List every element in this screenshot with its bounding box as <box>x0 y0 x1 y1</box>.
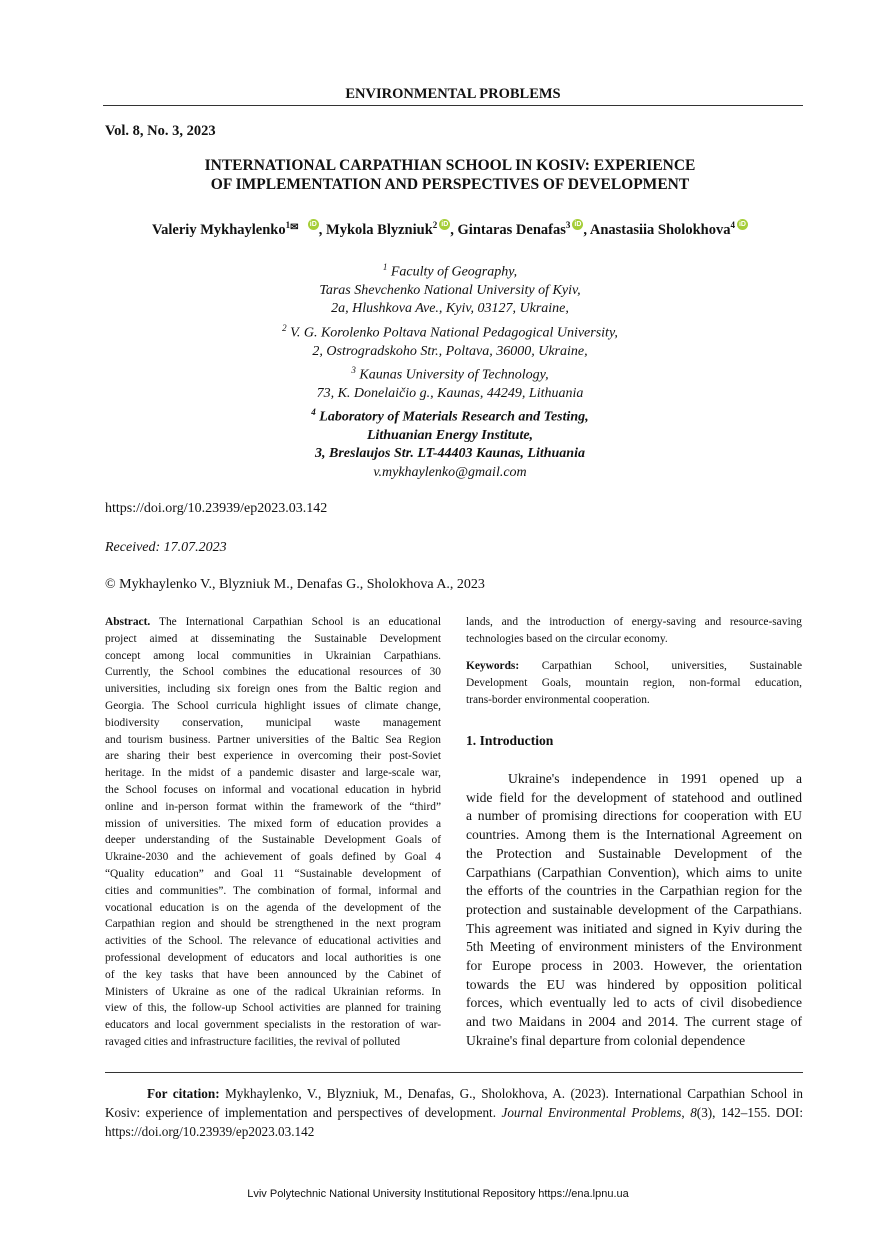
text-line <box>466 864 802 883</box>
author-sup: 4 <box>730 220 735 231</box>
keywords-label: Keywords: <box>466 660 520 672</box>
affiliation-text: 2a, Hlushkova Ave., Kyiv, 03127, Ukraine, <box>331 301 569 317</box>
text-line <box>105 1034 441 1051</box>
text-line <box>466 976 802 995</box>
citation-label: For citation: <box>147 1086 220 1101</box>
text-line <box>105 816 441 833</box>
line-text: for Europe process in 2003. However, the orientation <box>466 958 802 974</box>
affiliation-sup: 4 <box>311 407 316 418</box>
line-text: Development Goals, mountain region, non-formal education, <box>466 676 802 689</box>
text-line <box>105 883 441 900</box>
affiliation-line <box>150 300 750 318</box>
affiliation-line <box>150 319 750 343</box>
author-name: Valeriy Mykhaylenko <box>152 222 286 238</box>
text-line <box>105 916 441 933</box>
title-line: INTERNATIONAL CARPATHIAN SCHOOL IN KOSIV: EXPERIENCE <box>204 157 696 174</box>
text-line <box>466 1013 802 1032</box>
citation-sep: , <box>681 1105 691 1120</box>
affiliations <box>150 258 750 482</box>
affiliation-text: v.mykhaylenko@gmail.com <box>373 464 527 480</box>
line-text: forces, which eventually led to acts of civil disobedience <box>466 995 802 1011</box>
line-text: the School focuses on informal and vocational education in hybrid <box>105 783 441 796</box>
line-text: online and in-person format within the framework of the “third” <box>105 800 441 813</box>
text-line <box>105 614 441 631</box>
authors: Valeriy Mykhaylenko$^{1✉}$ iD , Mykola Blyzniuk$^2$ iD , Gintaras Denafas$^3$ iD , Anastasiia Sholokhova$^4$ iD <box>152 220 746 238</box>
author-name: Anastasiia Sholokhova <box>589 222 731 238</box>
text-line <box>105 664 441 681</box>
line-text: are sharing their best experience in overcoming their post-Soviet <box>105 750 441 763</box>
orcid-icon[interactable]: iD <box>574 221 582 228</box>
affiliation-text: Kaunas University of Technology, <box>359 367 549 383</box>
text-line <box>466 789 802 808</box>
line-text: ravaged cities and infrastructure facilities, the revival of polluted <box>105 1035 401 1048</box>
text-line <box>105 950 441 967</box>
text-line <box>105 732 441 749</box>
line-text: cities and communities”. The combination of formal, informal and <box>105 884 441 897</box>
line-text: “Quality education” and Goal 11 “Sustainable development of <box>105 867 441 880</box>
text-line <box>466 770 802 789</box>
line-text: project aimed at disseminating the Sustainable Development <box>105 632 441 645</box>
line-text: a number of promising directions for cooperation with EU <box>466 808 802 824</box>
affiliation-sup: 3 <box>351 364 356 375</box>
text-line <box>105 933 441 950</box>
text-line <box>466 826 802 845</box>
journal-header: ENVIRONMENTAL PROBLEMS <box>103 86 803 106</box>
text-line <box>105 866 441 883</box>
line-text: the efforts of the countries in the Carpathian region for the <box>466 883 802 899</box>
line-text: protection and sustainable development of the Carpathians. <box>466 901 802 917</box>
line-text: The International Carpathian School is an educational <box>150 616 441 628</box>
affiliation-sup: 2 <box>282 322 287 333</box>
affiliation-line <box>150 385 750 403</box>
email-icon[interactable]: ✉ <box>290 222 299 233</box>
abstract-label: Abstract. <box>105 616 151 628</box>
line-text: professional development of educators and local authorities is one <box>105 951 441 964</box>
text-line <box>105 715 441 732</box>
line-text: deeper understanding of the Sustainable Development Goals of <box>105 834 441 847</box>
line-text: lands, and the introduction of energy-saving and resource-saving <box>466 616 802 628</box>
affiliation-text: 3, Breslaujos Str. LT-44403 Kaunas, Lithuania <box>315 446 585 462</box>
line-text: trans-border environmental cooperation. <box>466 693 650 706</box>
orcid-icon[interactable]: iD <box>441 221 449 228</box>
text-line <box>466 957 802 976</box>
line-text: the Protection and Sustainable Development of the <box>466 845 802 861</box>
paper-title <box>100 156 800 194</box>
affiliation-text: Lithuanian Energy Institute, <box>366 428 534 443</box>
text-line <box>466 920 802 939</box>
text-line <box>105 967 441 984</box>
citation <box>105 1072 803 1141</box>
line-text: and tourism business. Partner universities of the Baltic Sea Region <box>105 733 441 746</box>
affiliation-text: Taras Shevchenko National University of Kyiv, <box>319 282 581 298</box>
affiliation-text: V. G. Korolenko Poltava National Pedagogical University, <box>290 325 618 341</box>
title-line: OF IMPLEMENTATION AND PERSPECTIVES OF DEVELOPMENT <box>210 176 690 193</box>
line-text: concept among local communities in Ukrainian Carpathians. <box>105 649 441 662</box>
copyright: © Mykhaylenko V., Blyzniuk M., Denafas G., Sholokhova A., 2023 <box>105 577 485 592</box>
text-line <box>105 832 441 849</box>
citation-journal: Journal Environmental Problems <box>501 1105 682 1120</box>
text-line <box>466 692 802 709</box>
citation-text: Mykhaylenko, V., Blyzniuk, M., Denafas, G., Sholokhova, A. (2023). International Carpathian School in Kosiv: experience of implementation and perspectives of development. <box>105 1086 803 1120</box>
line-text: Carpathians (Carpathian Convention), which aims to unite <box>466 864 802 880</box>
line-text: and two Maidans in 2004 and 2014. The current stage of <box>466 1014 802 1030</box>
text-line <box>105 698 441 715</box>
line-text: activities of the School. The relevance of educational activities and <box>105 935 441 948</box>
text-line <box>105 782 441 799</box>
received-date: Received: 17.07.2023 <box>105 540 227 555</box>
line-text: Ukraine's final departure from colonial dependence <box>466 1032 746 1048</box>
text-line <box>466 631 802 648</box>
affiliation-line <box>150 258 750 282</box>
line-text: Carpathian School, universities, Sustainable <box>519 660 802 672</box>
text-line <box>466 1032 802 1051</box>
affiliation-line <box>150 282 750 300</box>
text-line <box>466 675 802 692</box>
text-line <box>466 901 802 920</box>
text-line <box>105 765 441 782</box>
line-text: Ukraine's independence in 1991 opened up a <box>508 771 802 786</box>
affiliation-line <box>150 361 750 385</box>
line-text: This agreement was initiated and signed in Kyiv during the <box>466 920 802 936</box>
author-name: Gintaras Denafas <box>457 222 566 238</box>
line-text: of the key tasks that have been announced by the Cabinet of <box>105 968 441 981</box>
text-line <box>466 807 802 826</box>
abstract-continued <box>466 614 802 648</box>
line-text: educators and local government specialists in the restoration of war- <box>105 1019 441 1032</box>
doi-link[interactable]: https://doi.org/10.23939/ep2023.03.142 <box>105 501 328 516</box>
text-line <box>105 900 441 917</box>
text-line <box>466 882 802 901</box>
author-name: Mykola Blyzniuk <box>326 222 433 238</box>
affiliation-text: 2, Ostrogradskoho Str., Poltava, 36000, Ukraine, <box>312 343 588 359</box>
introduction-text <box>466 770 802 1051</box>
orcid-icon[interactable]: iD <box>309 221 317 228</box>
line-text: mission of universities. The mixed form of education provides a <box>105 817 441 830</box>
line-text: wide field for the development of statehood and outlined <box>466 789 802 805</box>
line-text: countries. Among them is the International Agreement on <box>466 827 802 843</box>
line-text: technologies based on the circular economy. <box>466 632 668 645</box>
text-line <box>466 845 802 864</box>
text-line <box>105 648 441 665</box>
affiliation-text: Faculty of Geography, <box>390 264 518 280</box>
line-text: towards the EU was hindered by opposition political <box>466 976 802 992</box>
volume-info: Vol. 8, No. 3, 2023 <box>105 123 216 139</box>
text-line <box>466 658 802 675</box>
author-sup: 1 <box>285 220 291 231</box>
line-text: view of this, the follow-up School activities are planned for training <box>105 1002 441 1015</box>
orcid-icon[interactable]: iD <box>738 221 746 228</box>
affiliation-line <box>150 464 750 482</box>
affiliation-text: Laboratory of Materials Research and Testing, <box>319 409 589 425</box>
line-text: Ukraine-2030 and the achievement of goals defined by Goal 4 <box>105 851 441 864</box>
section-title: 1. Introduction <box>466 733 554 748</box>
text-line <box>105 631 441 648</box>
text-line <box>466 938 802 957</box>
text-line <box>466 614 802 631</box>
author-sup: 3 <box>565 220 571 231</box>
line-text: biodiversity conservation, municipal waste management <box>105 716 441 729</box>
citation-doi: (3), 142–155. DOI: https://doi.org/10.23939/ep2023.03.142 <box>105 1105 803 1139</box>
text-line <box>105 799 441 816</box>
line-text: vocational education is on the agenda of the development of the <box>105 901 441 914</box>
line-text: 5th Meeting of environment ministers of the Environment <box>466 939 802 955</box>
text-line <box>105 1017 441 1034</box>
line-text: Carpathian region and should be strengthened in the next program <box>105 918 441 931</box>
affiliation-line <box>150 403 750 427</box>
line-text: Ministers of Ukraine as one of the radical Ukrainian reforms. In <box>105 985 441 998</box>
text-line <box>105 849 441 866</box>
affiliation-line <box>150 445 750 463</box>
abstract <box>105 614 441 1051</box>
text-line <box>105 748 441 765</box>
affiliation-line <box>150 343 750 361</box>
text-line <box>105 984 441 1001</box>
repository-footer: Lviv Polytechnic National University Institutional Repository https://ena.lpnu.ua <box>247 1188 629 1200</box>
affiliation-text: 73, K. Donelaičio g., Kaunas, 44249, Lithuania <box>316 385 584 401</box>
text-line <box>105 1000 441 1017</box>
text-line <box>466 994 802 1013</box>
line-text: Georgia. The School curricula highlight issues of climate change, <box>105 699 441 712</box>
affiliation-line <box>150 427 750 445</box>
line-text: Currently, the School combines the educational resources of 30 <box>105 666 441 679</box>
line-text: heritage. In the midst of a pandemic disaster and large-scale war, <box>105 767 441 780</box>
keywords <box>466 658 802 708</box>
text-line <box>105 681 441 698</box>
citation-volume: 8 <box>690 1105 697 1120</box>
affiliation-sup: 1 <box>382 262 388 272</box>
author-sup: 2 <box>432 220 438 231</box>
line-text: universities, including six foreign ones from the Baltic region and <box>105 683 441 696</box>
